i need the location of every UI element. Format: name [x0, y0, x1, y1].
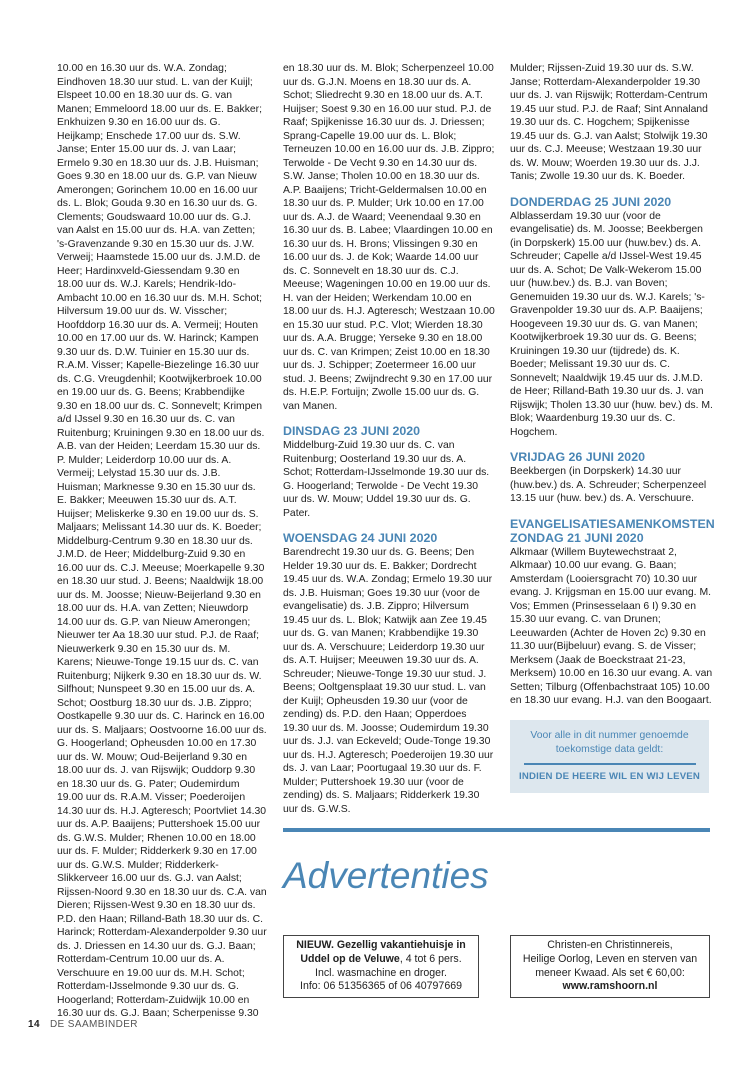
church-schedule-text: Barendrecht 19.30 uur ds. G. Beens; Den Helder 19.30 uur ds. E. Bakker; Dordrecht 19.45 uur ds. W.A. Zondag; Ermelo 19.30 uur ds. J.B. Huisman; Goes 19.30 uur (voor de evangelisatie) ds. J.B. Zippro; Hilversum 19.45 uur ds. L. Blok; Katwijk aan Zee 19.45 uur ds. G. van Manen; Krabbendijke 19.30 uur ds. A. Verschuure; Leiderdorp 19.30 uur ds. A.T. Huijser; Meeuwen 19.30 uur ds. A. Schreuder; Nieuwe-Tonge 19.30 uur stud. J. Beens; Ooltgensplaat 19.30 uur stud. L. van der Kuijl; Opheusden 19.30 uur (voor de zending) ds. P.D. den Haan; Opperdoes 19.30 uur ds. M. Joosse; Oudemirdum 19.30 uur ds. J.J. van Eckeveld; Oude-Tonge 19.30 uur ds. H.J. Agteresch; Poederoijen 19.30 uur ds. J. van Laar; Poortugaal 19.30 uur ds. F. Mulder; Puttershoek 19.30 uur (voor de zending) ds. S. Maljaars; Ridderkerk 19.30 uur ds. G.W.S. [283, 547, 494, 815]
column-3 [510, 62, 714, 708]
ad2-link[interactable] [511, 980, 709, 994]
ad-vacation-house [283, 935, 479, 998]
day-heading-vrijdag: VRIJDAG 26 JUNI 2020 [510, 450, 645, 464]
church-schedule-text: en 18.30 uur ds. M. Blok; Scherpenzeel 10.00 uur ds. G.J.N. Moens en 18.30 uur ds. A. Schot; Sliedrecht 9.30 en 18.00 uur ds. A.T. Huijser; Soest 9.30 en 16.00 uur stud. P.J. de Raaf; Spijkenisse 16.30 uur ds. J. Driessen; Sprang-Capelle 19.00 uur ds. L. Blok; Terneuzen 10.00 en 16.00 uur ds. J.B. Zippro; Terwolde - De Vecht 9.30 en 14.30 uur ds. S.W. Janse; Tholen 10.00 en 18.30 uur ds. A.P. Baaijens; Tricht-Geldermalsen 10.00 en 18.30 uur ds. P. Mulder; Urk 10.00 en 17.00 uur ds. A.J. de Waard; Veenendaal 9.30 en 16.30 uur ds. B. Labee; Vlaardingen 10.00 en 16.30 uur ds. H. Brons; Vlissingen 9.30 en 16.00 uur ds. J. de Kok; Waarde 14.00 uur ds. C. Sonnevelt en 18.30 uur ds. C.J. Meeuse; Wageningen 10.00 en 19.00 uur ds. H. van der Heiden; Werkendam 10.00 en 18.00 uur ds. H.J. Agteresch; Westzaan 10.00 en 15.30 uur stud. P.C. Vlot; Wierden 18.30 uur ds. A.A. Brugge; Yerseke 9.30 en 18.00 uur ds. C. van Krimpen; Zeist 10.00 en 18.30 uur ds. J. Schipper; Zoetermeer 16.00 uur stud. J. Beens; Zwijndrecht 9.30 en 17.00 uur ds. H.E.P. Fortuijn; Zwolle 15.00 uur ds. G. van Manen. [283, 63, 495, 412]
ad2-link-text[interactable]: www.ramshoorn.nl [562, 980, 658, 993]
magazine-name: DE SAAMBINDER [49, 1019, 138, 1030]
advertisements-title: Advertenties [283, 855, 489, 896]
church-schedule-text: Alblasserdam 19.30 uur (voor de evangelisatie) ds. M. Joosse; Beekbergen (in Dorpskerk) 15.00 uur (huw.bev.) ds. A. Schreuder; Capelle a/d IJssel-West 19.45 uur ds. A. Schot; De Valk-Wekerom 15.00 uur (huw.bev.) ds. B.J. van Boven; Genemuiden 19.30 uur ds. W.J. Karels; 's-Gravenpolder 19.30 uur ds. A.P. Baaijens; Hoogeveen 19.30 uur ds. G. van Manen; Kootwijkerbroek 19.30 uur ds. G. Beens; Kruiningen 19.30 uur (tijdrede) ds. K. Boeder; Melissant 19.30 uur ds. C. Sonnevelt; Naaldwijk 19.45 uur ds. J.M.D. de Heer; Rilland-Bath 19.30 uur ds. J. van Rijswijk; Tholen 13.30 uur (huw. bev.) ds. M. Blok; Waardenburg 19.30 uur ds. C. Hogchem. [510, 210, 713, 438]
evangelisation-text: Alkmaar (Willem Buytewechstraat 2, Alkmaar) 10.00 uur evang. G. Baan; Amsterdam (Looiersgracht 70) 10.30 uur evang. J. Krijgsman en 15.00 uur evang. M. Vos; Emmen (Prinsesselaan 6 I) 9.30 en 15.30 uur evang. C. van Drunen; Leeuwarden (Achter de Hoven 2c) 9.30 en 11.30 uur(Bijbeluur) evang. S. de Visser; Merksem (Jaak de Boeckstraat 21-23, Merksem) 10.00 en 16.30 uur evang. A. van Setten; Tilburg (Offenbachstraat 105) 10.00 en 18.30 uur evang. H.J. van den Boogaart. [510, 546, 713, 706]
day-heading-woensdag: WOENSDAG 24 JUNI 2020 [283, 531, 438, 545]
ad1-rest: , 4 tot 6 pers. [399, 952, 462, 965]
column-2 [283, 62, 495, 816]
page-footer [28, 1019, 138, 1030]
notice-box [510, 720, 709, 793]
ad1-line3: Info: 06 51356365 of 06 40797669 [300, 980, 462, 993]
church-schedule-text: Mulder; Rijssen-Zuid 19.30 uur ds. S.W. Janse; Rotterdam-Alexanderpolder 19.30 uur ds. J. van Rijswijk; Rotterdam-Centrum 19.45 uur stud. P.J. de Raaf; Sint Annaland 19.30 uur ds. C. Hogchem; Spijkenisse 19.45 uur ds. G.J. van Aalst; Stolwijk 19.30 uur ds. C.J. Meeuse; Westzaan 19.30 uur ds. W. Mouw; Woerden 19.30 uur ds. J.J. Tanis; Zwolle 19.30 uur ds. K. Boeder. [510, 63, 708, 182]
ad2-line1: Christen-en Christinnereis, [547, 939, 673, 951]
notice-footer: INDIEN DE HEERE WIL EN WIJ LEVEN [518, 771, 701, 782]
page-number: 14 [28, 1019, 40, 1030]
ad-ramshoorn [510, 935, 710, 998]
column-1 [57, 62, 267, 1021]
church-schedule-text: 10.00 en 16.30 uur ds. W.A. Zondag; Eindhoven 18.30 uur stud. L. van der Kuijl; Elspeet 10.00 en 18.30 uur ds. G. van Manen; Emmeloord 18.00 uur ds. E. Bakker; Enkhuizen 9.30 en 16.00 uur ds. G. Heijkamp; Enschede 17.00 uur ds. S.W. Janse; Enter 15.00 uur ds. J. van Laar; Ermelo 9.30 en 18.30 uur ds. J.B. Huisman; Goes 9.30 en 18.00 uur ds. G.P. van Nieuw Amerongen; Gorinchem 10.00 en 16.00 uur ds. L. Blok; Gouda 9.30 en 16.30 uur ds. G. Clements; Goudswaard 10.00 uur ds. G.J. van Aalst en 15.00 uur ds. H.A. van Zetten; 's-Gravenzande 9.30 en 15.30 uur ds. J.W. Verweij; Haamstede 15.00 uur ds. J.M.D. de Heer; Hardinxveld-Giessendam 9.30 en 18.00 uur ds. W.J. Karels; Hendrik-Ido-Ambacht 10.00 en 16.30 uur ds. M.H. Schot; Hilversum 19.00 uur ds. W. Visscher; Hoofddorp 16.30 uur ds. A. Vermeij; Houten 10.00 en 17.00 uur ds. W. Harinck; Kampen 9.30 uur ds. D.W. Tuinier en 15.30 uur ds. R.A.M. Visser; Kapelle-Biezelinge 16.30 uur ds. C.G. Vreugdenhil; Kootwijkerbroek 10.00 en 19.00 uur ds. G. Beens; Krabbendijke 9.30 en 18.00 uur ds. C. Sonnevelt; Krimpen a/d IJssel 9.30 en 16.30 uur ds. C. van Ruitenburg; Kruiningen 9.30 en 18.00 uur ds. A.B. van der Heiden; Leerdam 15.30 uur ds. P. Mulder; Leiderdorp 10.00 uur ds. A. Vermeij; Lelystad 15.30 uur ds. J.B. Huisman; Marknesse 9.30 en 15.30 uur ds. E. Bakker; Meeuwen 15.30 uur ds. A.T. Huijser; Meliskerke 9.30 en 19.00 uur ds. S. Maljaars; Melissant 14.30 uur ds. K. Boeder; Middelburg-Centrum 9.30 en 18.30 uur ds. J.M.D. de Heer; Middelburg-Zuid 9.30 en 16.00 uur ds. C.J. Meeuse; Moerkapelle 9.30 en 18.30 uur stud. J. Beens; Naaldwijk 18.00 uur ds. M. Joosse; Nieuw-Beijerland 9.30 en 18.00 uur ds. H.A. van Zetten; Nieuwdorp 14.00 uur ds. G.P. van Nieuw Amerongen; Nieuwer ter Aa 18.30 uur stud. P.J. de Raaf; Nieuwerkerk 9.30 en 15.30 uur ds. M. Karens; Nieuwe-Tonge 19.15 uur ds. C. van Ruitenburg; Nijkerk 9.30 en 18.30 uur ds. W. Silfhout; Nunspeet 9.30 en 15.00 uur ds. A. Schot; Oostburg 18.30 uur ds. J.B. Zippro; Oostkapelle 9.30 uur ds. C. Harinck en 16.00 uur ds. S. Maljaars; Oostvoorne 16.00 uur ds. G. Hoogerland; Opheusden 10.00 en 17.30 uur ds. W. Mouw; Oud-Beijerland 9.30 en 18.00 uur ds. J. van Rijswijk; Ouddorp 9.30 en 18.30 uur ds. G. Pater; Oudemirdum 19.00 uur ds. R.A.M. Visser; Poederoijen 14.30 uur ds. H.J. Agteresch; Poortvliet 14.30 uur ds. A.P. Baaijens; Puttershoek 15.00 uur ds. G.W.S. Mulder; Rhenen 10.00 en 18.00 uur ds. F. Mulder; Ridderkerk 9.30 en 17.00 uur ds. G.W.S. Mulder; Ridderkerk-Slikkerveer 16.00 uur ds. G.J. van Aalst; Rijssen-Noord 9.30 en 18.30 uur ds. C.A. van Dieren; Rijssen-West 9.30 en 18.30 uur ds. P.D. den Haan; Rilland-Bath 18.30 uur ds. C. Harinck; Rotterdam-Alexanderpolder 9.30 uur ds. J. Driessen en 14.30 uur ds. G.J. Baan; Rotterdam-Centrum 10.00 uur ds. A. Verschuure en 19.00 uur ds. M.H. Schot; Rotterdam-IJsselmonde 9.30 uur ds. G. Hoogerland; Rotterdam-Zuidwijk 10.00 en 16.30 uur ds. G.J. Baan; Scherpenisse 9.30 [57, 63, 267, 1019]
church-schedule-text: Beekbergen (in Dorpskerk) 14.30 uur (huw.bev.) ds. A. Schreuder; Scherpenzeel 13.15 uur (huw. bev.) ds. A. Verschuure. [510, 466, 707, 504]
evangelisation-heading [510, 517, 714, 545]
evangelisation-heading-line-1: EVANGELISATIESAMENKOMSTEN [510, 516, 715, 531]
evangelisation-heading-line-2: ZONDAG 21 JUNI 2020 [510, 530, 644, 545]
day-heading-donderdag: DONDERDAG 25 JUNI 2020 [510, 194, 672, 209]
notice-divider [524, 763, 696, 765]
section-divider [283, 828, 710, 832]
ad2-line2: Heilige Oorlog, Leven en sterven van meneer Kwaad. Als set € 60,00: [522, 952, 698, 979]
ad1-bold: NIEUW. Gezellig vakantiehuisje in Uddel op de Veluwe [296, 939, 466, 965]
ad1-line1 [284, 939, 478, 967]
church-schedule-text: Middelburg-Zuid 19.30 uur ds. C. van Ruitenburg; Oosterland 19.30 uur ds. A. Schot; Rotterdam-IJsselmonde 19.30 uur ds. G. Hoogerland; Terwolde - De Vecht 19.30 uur ds. W. Mouw; Uddel 19.30 uur ds. G. Pater. [283, 440, 490, 519]
day-heading-dinsdag: DINSDAG 23 JUNI 2020 [283, 424, 421, 438]
notice-text: Voor alle in dit nummer genoemde toekomstige data geldt: [530, 730, 689, 755]
ad1-line2: Incl. wasmachine en droger. [315, 966, 447, 979]
